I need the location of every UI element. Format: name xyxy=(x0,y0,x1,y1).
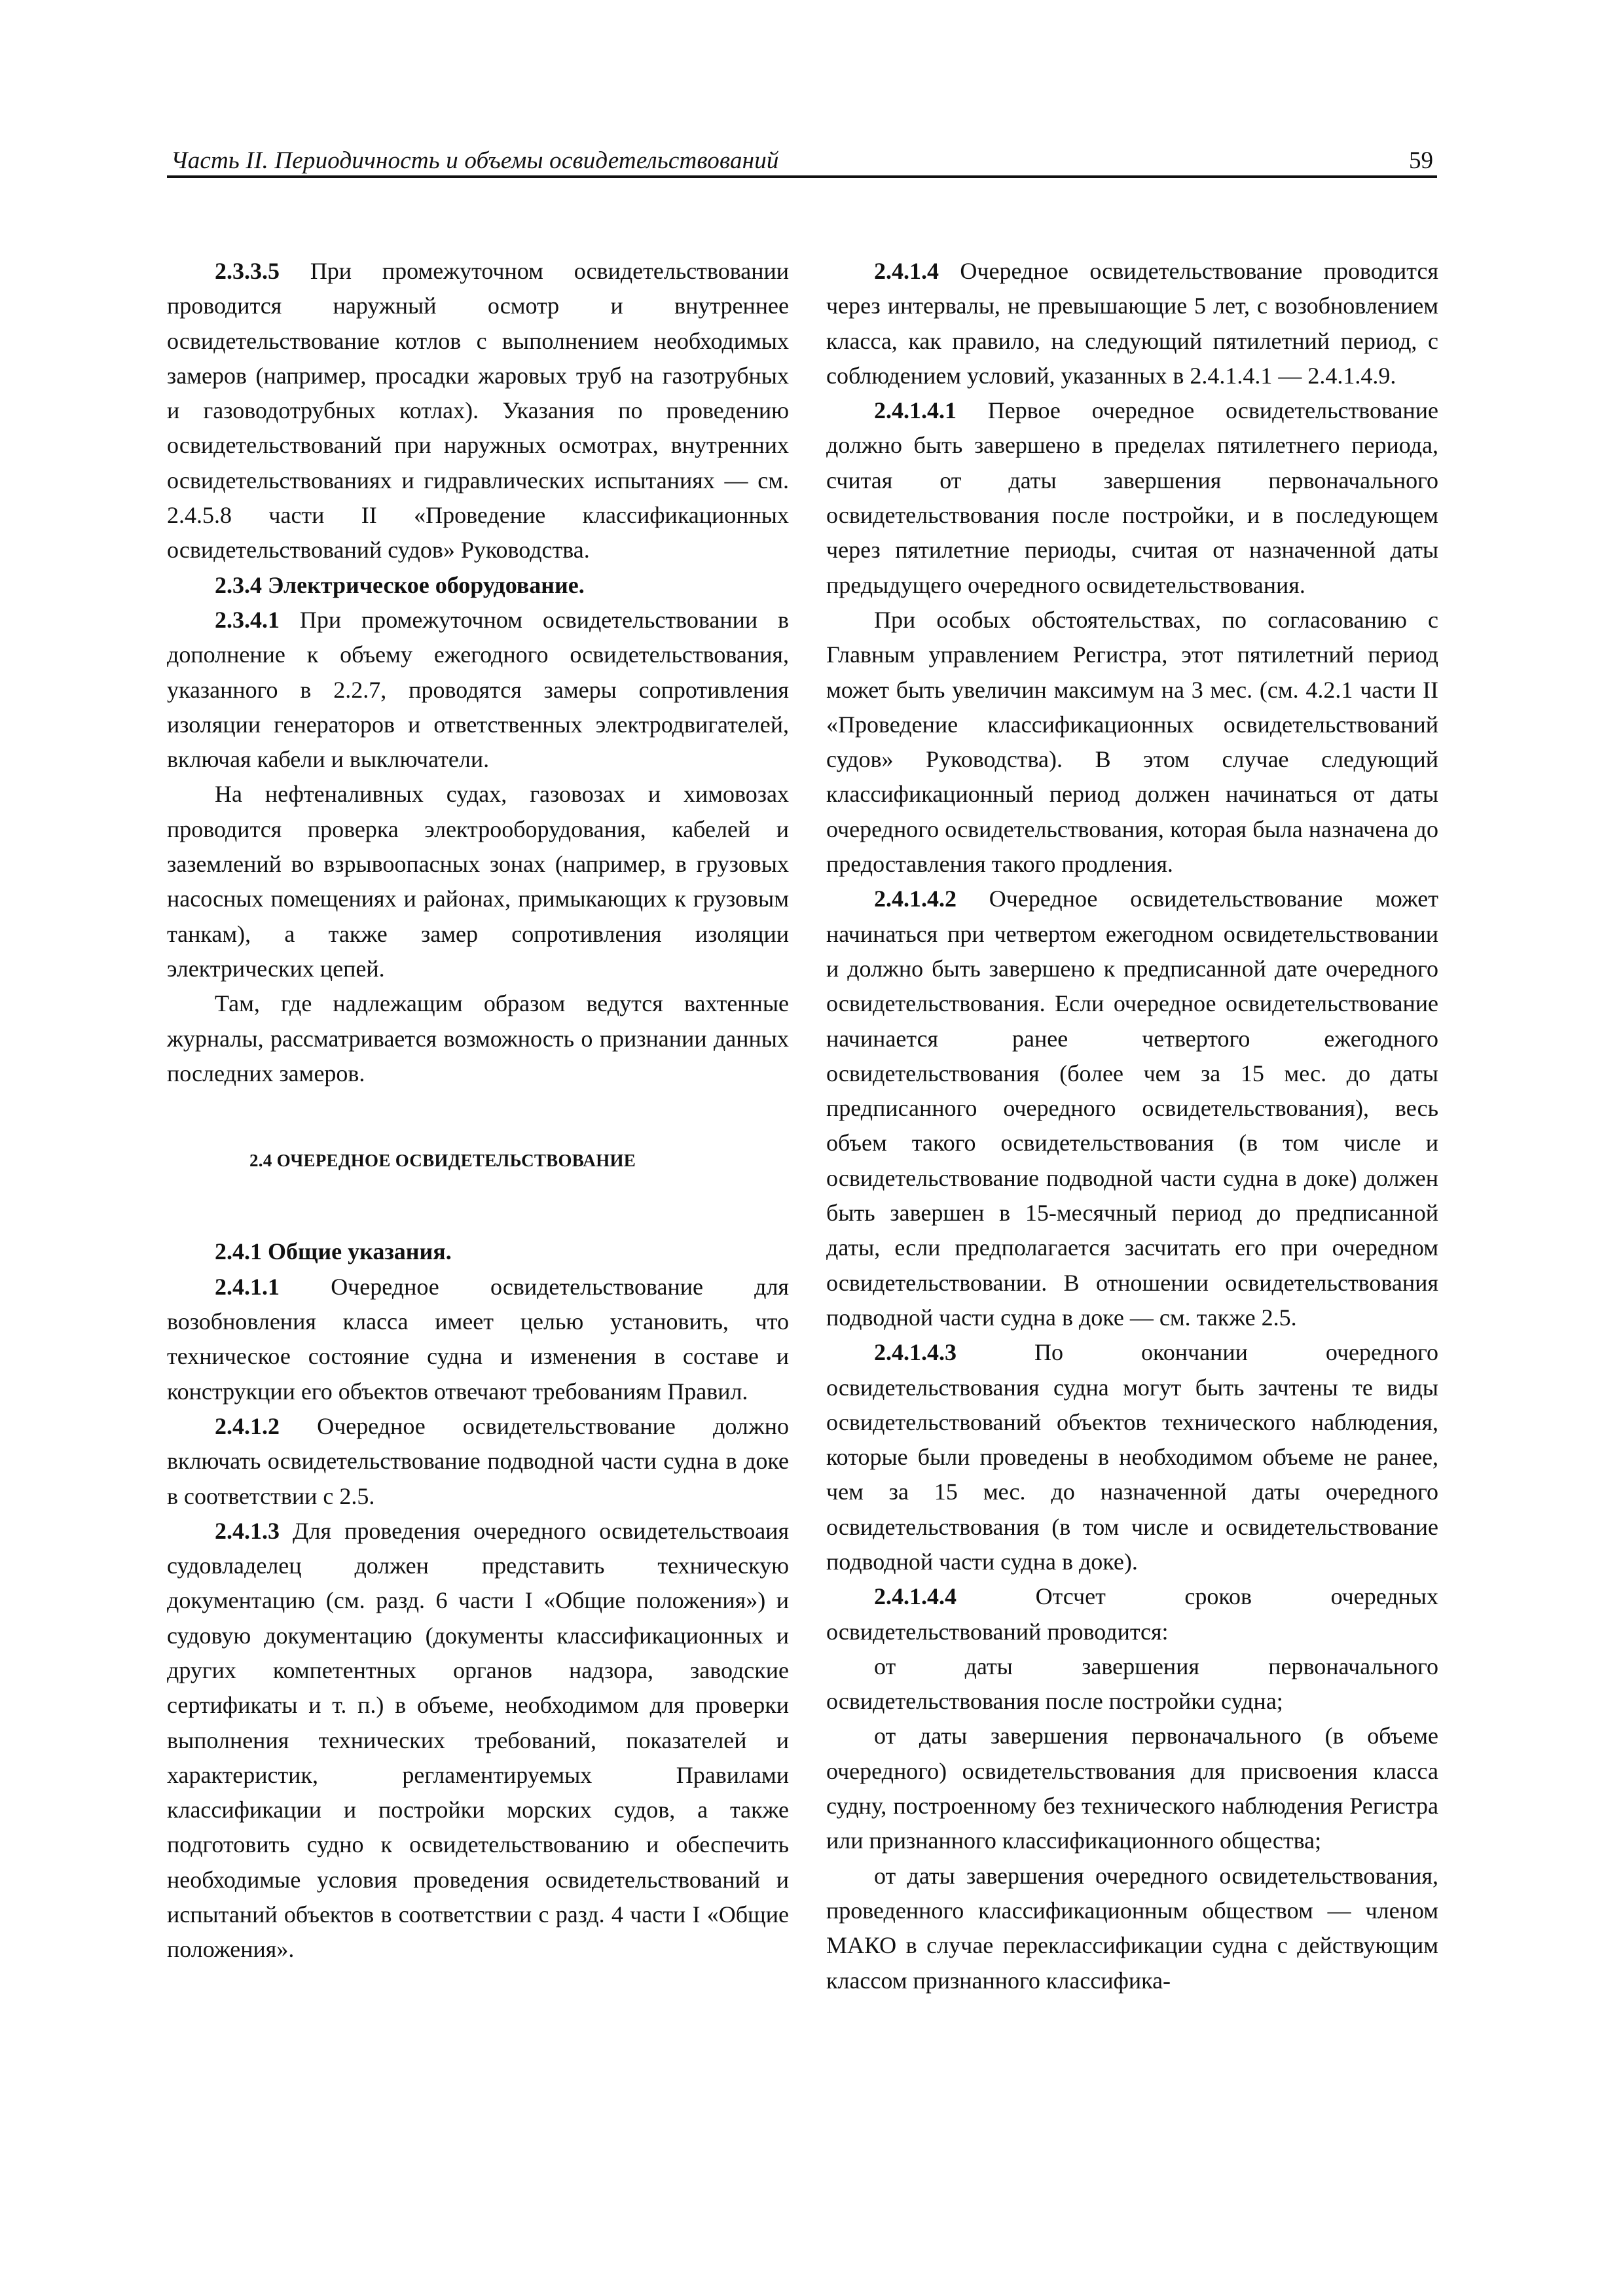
paragraph-2-3-4-1 xyxy=(167,603,789,777)
paragraph-2-4-1-2 xyxy=(167,1409,789,1514)
clause-number: 2.4.1.4 xyxy=(874,258,939,284)
list-item-iacs-transfer: от даты завершения очередного освидетельствования, проведенного классификационным обществом — членом МАКО в случае переклассификации судна с действующим классом признанного классифика- xyxy=(826,1862,1438,1994)
paragraph-text: По окончании очередного освидетельствования судна могут быть зачтены те виды освидетельствований объектов технического наблюдения, которые были проведены в необходимом объеме не ранее, чем за 15 мес. до назначенной даты очередного освидетельствования (в том числе и освидетельствование подводной части судна в доке). xyxy=(826,1339,1438,1575)
paragraph-text: Для проведения очередного освидетельствоаия судовладелец должен представить техническую документацию (см. разд. 6 части I «Общие положения») и судовую документацию (документы классификационных и других компетентных органов надзора, заводские сертификаты и т. п.) в объеме, необходимом для проверки выполнения технических требований, показателей и характеристик, регламентируемых Правилами классификации и постройки морских судов, а также подготовить судно к освидетельствованию и обеспечить необходимые условия проведения освидетельствований и испытаний объектов в соответствии с разд. 4 части I «Общие положения». xyxy=(167,1517,789,1963)
subheading-2-4-1: 2.4.1 Общие указания. xyxy=(215,1238,452,1265)
paragraph-2-4-1-4 xyxy=(826,254,1438,393)
paragraph-text: Очередное освидетельствование для возобновления класса имеет целью установить, что техническое состояние судна и изменения в составе и конструкции его объектов отвечают требованиям Правил. xyxy=(167,1273,789,1405)
paragraph-2-4-1-4-2 xyxy=(826,882,1438,1335)
paragraph-2-4-1-4-4 xyxy=(826,1579,1438,1649)
left-column xyxy=(167,254,789,1967)
paragraph-2-4-1-4-3 xyxy=(826,1335,1438,1579)
paragraph-text: При промежуточном освидетельствовании в дополнение к объему ежегодного освидетельствования, указанного в 2.2.7, проводятся замеры сопротивления изоляции генераторов и ответственных электродвигателей, включая кабели и выключатели. xyxy=(167,606,789,773)
section-title-2-4: 2.4 ОЧЕРЕДНОЕ ОСВИДЕТЕЛЬСТВОВАНИЕ xyxy=(249,1151,636,1171)
clause-number: 2.3.4.1 xyxy=(215,606,280,633)
clause-number: 2.4.1.4.2 xyxy=(874,886,957,912)
paragraph-2-4-1-3 xyxy=(167,1514,789,1967)
clause-number: 2.4.1.4.4 xyxy=(874,1583,957,1610)
header-title: Часть II. Периодичность и объемы освидетельствований xyxy=(171,147,779,174)
running-header xyxy=(167,139,1437,178)
paragraph-2-4-1-1 xyxy=(167,1270,789,1409)
paragraph-text: Очередное освидетельствование проводится через интервалы, не превышающие 5 лет, с возобновлением класса, как правило, на следующий пятилетний период, с соблюдением условий, указанных в 2.4.1.4.1 — 2.4.1.4.9. xyxy=(826,258,1438,389)
clause-number: 2.4.1.3 xyxy=(215,1517,280,1544)
clause-number: 2.3.3.5 xyxy=(215,258,280,284)
paragraph-logbooks: Там, где надлежащим образом ведутся вахтенные журналы, рассматривается возможность о признании данных последних замеров. xyxy=(167,990,789,1086)
clause-number: 2.4.1.2 xyxy=(215,1412,280,1439)
clause-number: 2.4.1.4.3 xyxy=(874,1339,957,1366)
paragraph-text: При промежуточном освидетельствовании проводится наружный осмотр и внутреннее освидетельствование котлов с выполнением необходимых замеров (например, просадки жаровых труб на газотрубных и газоводотрубных котлах). Указания по проведению освидетельствований при наружных осмотрах, внутренних освидетельствованиях и гидравлических испытаниях — см. 2.4.5.8 части II «Проведение классификационных освидетельствований судов» Руководства. xyxy=(167,258,789,564)
right-column xyxy=(826,254,1438,1998)
paragraph-text: Очередное освидетельствование должно включать освидетельствование подводной части судна в доке в соответствии с 2.5. xyxy=(167,1412,789,1509)
subheading-2-3-4: 2.3.4 Электрическое оборудование. xyxy=(215,571,585,598)
list-item-after-construction: от даты завершения первоначального освидетельствования после постройки судна; xyxy=(826,1653,1438,1715)
paragraph-2-3-3-5 xyxy=(167,254,789,568)
page-number: 59 xyxy=(1409,147,1433,174)
header-rule xyxy=(167,175,1437,178)
paragraph-special-circumstances: При особых обстоятельствах, по согласованию с Главным управлением Регистра, этот пятилетний период может быть увеличин максимум на 3 мес. (см. 4.2.1 части II «Проведение классификационных освидетельствований судов» Руководства). В этом случае следующий классификационный период должен начинаться от даты очередного освидетельствования, которая была назначена до предоставления такого продления. xyxy=(826,606,1438,878)
clause-number: 2.4.1.1 xyxy=(215,1273,280,1300)
paragraph-text: Очередное освидетельствование может начинаться при четвертом ежегодном освидетельствовании и должно быть завершено к предписанной дате очередного освидетельствования. Если очередное освидетельствование начинается ранее четвертого ежегодного освидетельствования (более чем за 15 мес. до даты предписанного очередного освидетельствования), весь объем такого освидетельствования (в том числе и освидетельствование подводной части судна в доке) должен быть завершен в 15-месячный период до предписанной даты, если предполагается засчитать его при очередном освидетельствовании. В отношении освидетельствования подводной части судна в доке — см. также 2.5. xyxy=(826,886,1438,1331)
list-item-without-supervision: от даты завершения первоначального (в объеме очередного) освидетельствования для присвоения класса судну, построенному без технического наблюдения Регистра или признанного классификационного общества; xyxy=(826,1723,1438,1854)
paragraph-text: Отсчет сроков очередных освидетельствований проводится: xyxy=(826,1583,1438,1645)
paragraph-tankers: На нефтеналивных судах, газовозах и химовозах проводится проверка электрооборудования, кабелей и заземлений во взрывоопасных зонах (например, в грузовых насосных помещениях и районах, примыкающих к грузовым танкам), а также замер сопротивления изоляции электрических цепей. xyxy=(167,781,789,982)
clause-number: 2.4.1.4.1 xyxy=(874,397,957,424)
paragraph-2-4-1-4-1 xyxy=(826,393,1438,603)
paragraph-text: Первое очередное освидетельствование должно быть завершено в пределах пятилетнего периода, считая от даты завершения первоначального освидетельствования после постройки, и в последующем через пятилетние периоды, считая от назначенной даты предыдущего очередного освидетельствования. xyxy=(826,397,1438,598)
